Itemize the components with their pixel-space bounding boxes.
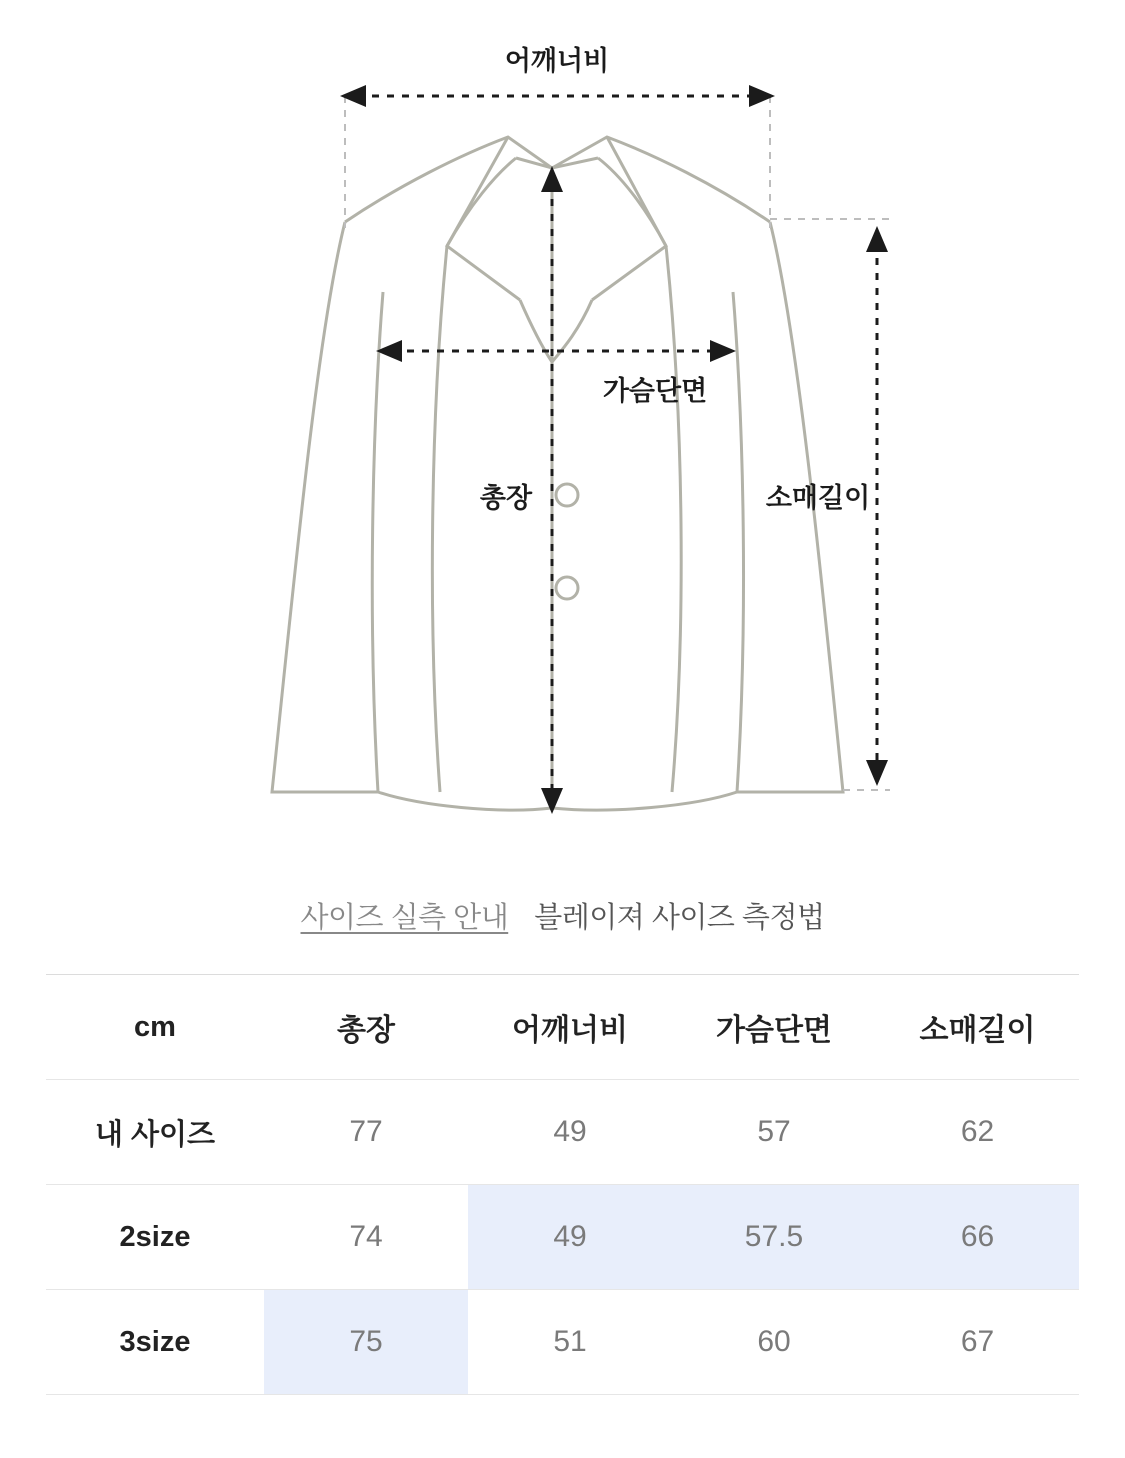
cell-3size-total-length: 75: [264, 1290, 468, 1395]
cell-my-size-total-length: 77: [264, 1080, 468, 1185]
cell-3size-shoulder: 51: [468, 1290, 672, 1395]
cell-my-size-sleeve: 62: [876, 1080, 1079, 1185]
table-header-total-length: 총장: [264, 975, 468, 1080]
cell-2size-chest: 57.5: [672, 1185, 876, 1290]
table-header-shoulder: 어깨너비: [468, 975, 672, 1080]
row-label-3size: 3size: [46, 1290, 264, 1395]
row-label-2size: 2size: [46, 1185, 264, 1290]
size-table-wrap: [0, 974, 1125, 1395]
size-guide-link[interactable]: 사이즈 실측 안내: [300, 901, 509, 934]
cell-2size-total-length: 74: [264, 1185, 468, 1290]
blazer-outline: [272, 137, 843, 810]
table-header-unit: cm: [46, 975, 264, 1080]
row-label-my-size: 내 사이즈: [46, 1080, 264, 1185]
label-total-length: 총장: [479, 483, 533, 513]
size-table: [46, 974, 1079, 1395]
label-sleeve-length: 소매길이: [765, 483, 871, 513]
cell-2size-shoulder: 49: [468, 1185, 672, 1290]
table-header-row: [46, 975, 1079, 1080]
table-header-chest: 가슴단면: [672, 975, 876, 1080]
table-row: [46, 1080, 1079, 1185]
measure-method-text: 블레이져 사이즈 측정법: [534, 901, 825, 934]
cell-3size-chest: 60: [672, 1290, 876, 1395]
shoulder-measure: [340, 85, 775, 228]
label-chest-width: 가슴단면: [602, 376, 708, 406]
button-icons: [556, 484, 578, 599]
cell-2size-sleeve: 66: [876, 1185, 1079, 1290]
guide-links: [0, 880, 1125, 950]
cell-3size-sleeve: 67: [876, 1290, 1079, 1395]
cell-my-size-chest: 57: [672, 1080, 876, 1185]
table-row: [46, 1290, 1079, 1395]
table-header-sleeve: 소매길이: [876, 975, 1079, 1080]
table-row: [46, 1185, 1079, 1290]
label-shoulder-width: 어깨너비: [504, 46, 610, 76]
cell-my-size-shoulder: 49: [468, 1080, 672, 1185]
